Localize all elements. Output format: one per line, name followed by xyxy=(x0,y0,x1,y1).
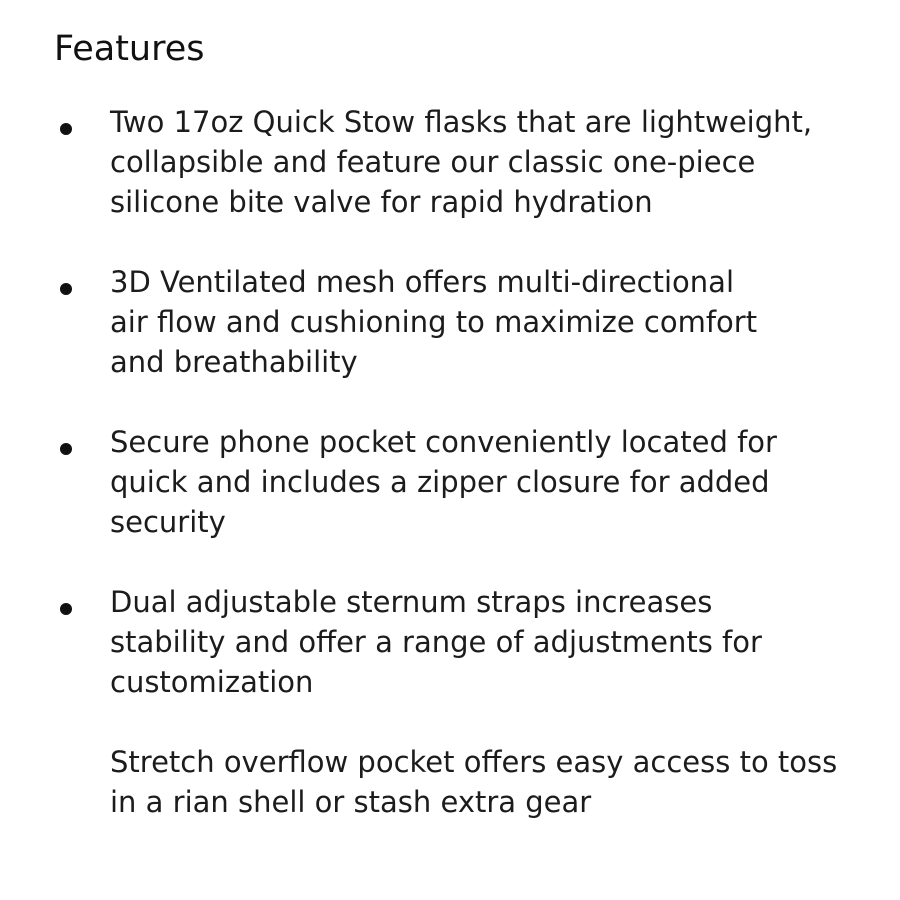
feature-text: Secure phone pocket conveniently located for quick and includes a zipper closure for added security xyxy=(110,425,777,539)
bullet-icon xyxy=(60,603,72,615)
feature-text: Stretch overflow pocket offers easy access to toss in a rian shell or stash extra gear xyxy=(110,745,838,819)
bullet-icon xyxy=(60,283,72,295)
feature-item-overflow-pocket xyxy=(0,742,900,822)
feature-list xyxy=(0,102,900,862)
bullet-icon xyxy=(60,123,72,135)
feature-text: Two 17oz Quick Stow flasks that are lightweight, collapsible and feature our classic one-piece silicone bite valve for rapid hydration xyxy=(110,105,813,219)
feature-item-mesh xyxy=(0,262,900,382)
bullet-icon xyxy=(60,443,72,455)
feature-text: 3D Ventilated mesh offers multi-directional air flow and cushioning to maximize comfort and breathability xyxy=(110,265,758,379)
feature-item-sternum-straps xyxy=(0,582,900,702)
features-heading: Features xyxy=(54,29,205,69)
feature-text: Dual adjustable sternum straps increases stability and offer a range of adjustments for customization xyxy=(110,585,762,699)
feature-item-flasks xyxy=(0,102,900,222)
feature-item-phone-pocket xyxy=(0,422,900,542)
